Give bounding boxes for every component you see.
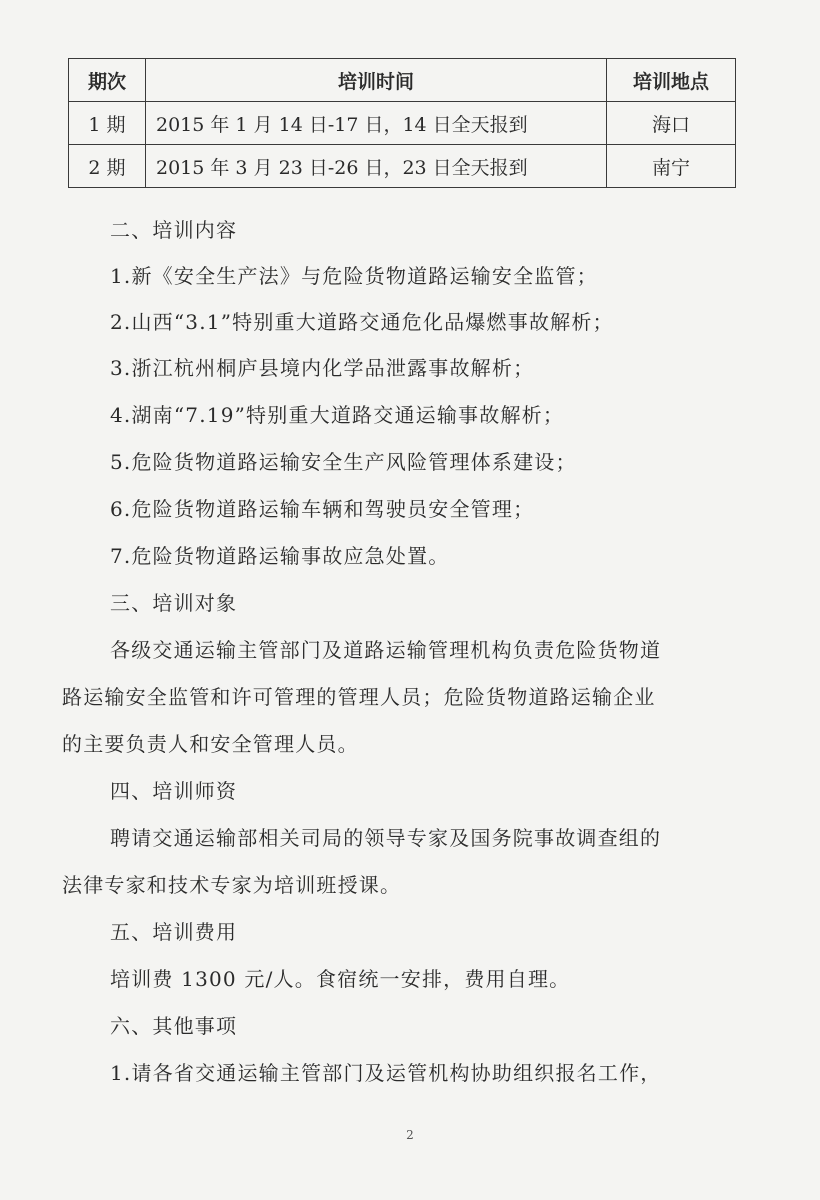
other-item-1: 1.请各省交通运输主管部门及运管机构协助组织报名工作，: [110, 1061, 662, 1085]
cell-time: 2015 年 1 月 14 日-17 日，14 日全天报到: [146, 102, 607, 145]
fees-paragraph: 培训费 1300 元/人。食宿统一安排，费用自理。: [110, 967, 571, 991]
content-item-1: 1.新《安全生产法》与危险货物道路运输安全监管；: [110, 264, 598, 288]
content-item-2: 2.山西“3.1”特别重大道路交通危化品爆燃事故解析；: [110, 310, 614, 334]
audience-paragraph-line: 的主要负责人和安全管理人员。: [62, 732, 359, 756]
section-heading-content: 二、培训内容: [110, 218, 238, 242]
cell-term: 1 期: [69, 102, 146, 145]
table-row: [69, 145, 736, 188]
schedule-table: [68, 58, 736, 188]
content-item-7: 7.危险货物道路运输事故应急处置。: [110, 544, 450, 568]
section-heading-fees: 五、培训费用: [110, 920, 238, 944]
header-place: 培训地点: [607, 59, 736, 102]
section-heading-audience: 三、培训对象: [110, 591, 238, 615]
table-row: [69, 102, 736, 145]
page-number: 2: [406, 1128, 414, 1142]
header-term: 期次: [69, 59, 146, 102]
table-header-row: [69, 59, 736, 102]
audience-paragraph-line: 路运输安全监管和许可管理的管理人员；危险货物道路运输企业: [62, 685, 656, 709]
content-item-4: 4.湖南“7.19”特别重大道路交通运输事故解析；: [110, 403, 565, 427]
content-item-6: 6.危险货物道路运输车辆和驾驶员安全管理；: [110, 497, 535, 521]
instructors-paragraph-line: 聘请交通运输部相关司局的领导专家及国务院事故调查组的: [110, 826, 662, 850]
cell-term: 2 期: [69, 145, 146, 188]
audience-paragraph-line: 各级交通运输主管部门及道路运输管理机构负责危险货物道: [110, 638, 662, 662]
section-heading-other: 六、其他事项: [110, 1014, 238, 1038]
content-item-5: 5.危险货物道路运输安全生产风险管理体系建设；: [110, 450, 577, 474]
content-item-3: 3.浙江杭州桐庐县境内化学品泄露事故解析；: [110, 356, 535, 380]
cell-place: 海口: [607, 102, 736, 145]
header-time: 培训时间: [146, 59, 607, 102]
cell-place: 南宁: [607, 145, 736, 188]
instructors-paragraph-line: 法律专家和技术专家为培训班授课。: [62, 873, 402, 897]
cell-time: 2015 年 3 月 23 日-26 日，23 日全天报到: [146, 145, 607, 188]
section-heading-instructors: 四、培训师资: [110, 779, 238, 803]
